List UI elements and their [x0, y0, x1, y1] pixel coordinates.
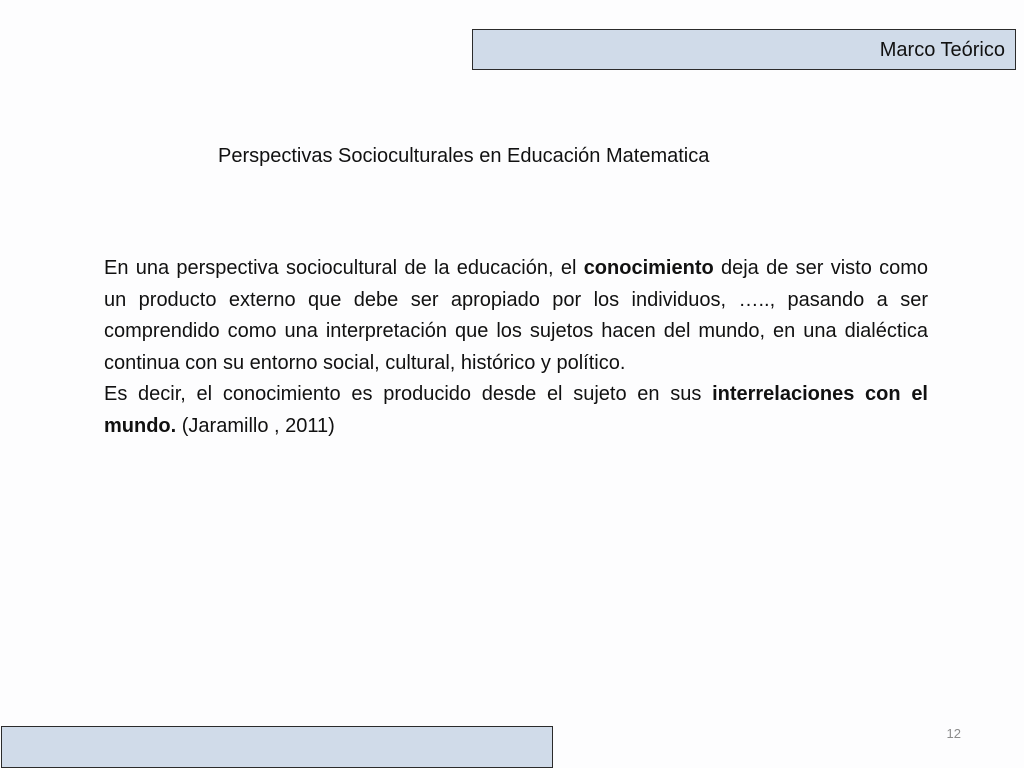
page-number: 12 — [946, 726, 961, 741]
paragraph-2 — [104, 379, 928, 442]
header-banner — [472, 29, 1016, 70]
section-label: Marco Teórico — [879, 39, 1005, 61]
paragraph-2-text-a: Es decir, el conocimiento es producido desde el sujeto en sus — [104, 383, 713, 405]
paragraph-1 — [104, 253, 928, 379]
footer-banner — [1, 726, 553, 768]
paragraph-2-bold-term: interrelaciones con el mundo. — [104, 383, 928, 437]
paragraph-1-bold-term: conocimiento — [583, 257, 714, 279]
body-text — [104, 253, 928, 442]
paragraph-1-text-a: En una perspectiva sociocultural de la educación, el — [104, 257, 584, 279]
slide-subtitle: Perspectivas Socioculturales en Educación Matematica — [218, 145, 710, 167]
citation: (Jaramillo , 2011) — [176, 414, 335, 437]
paragraph-1-text-b: deja de ser visto como un producto externo que debe ser apropiado por los individuos, ….., pasando a ser comprendido como una interpretación que los sujetos hacen del mundo, en una dialéctica continua con su entorno social, cultural, histórico y político. — [104, 257, 929, 374]
